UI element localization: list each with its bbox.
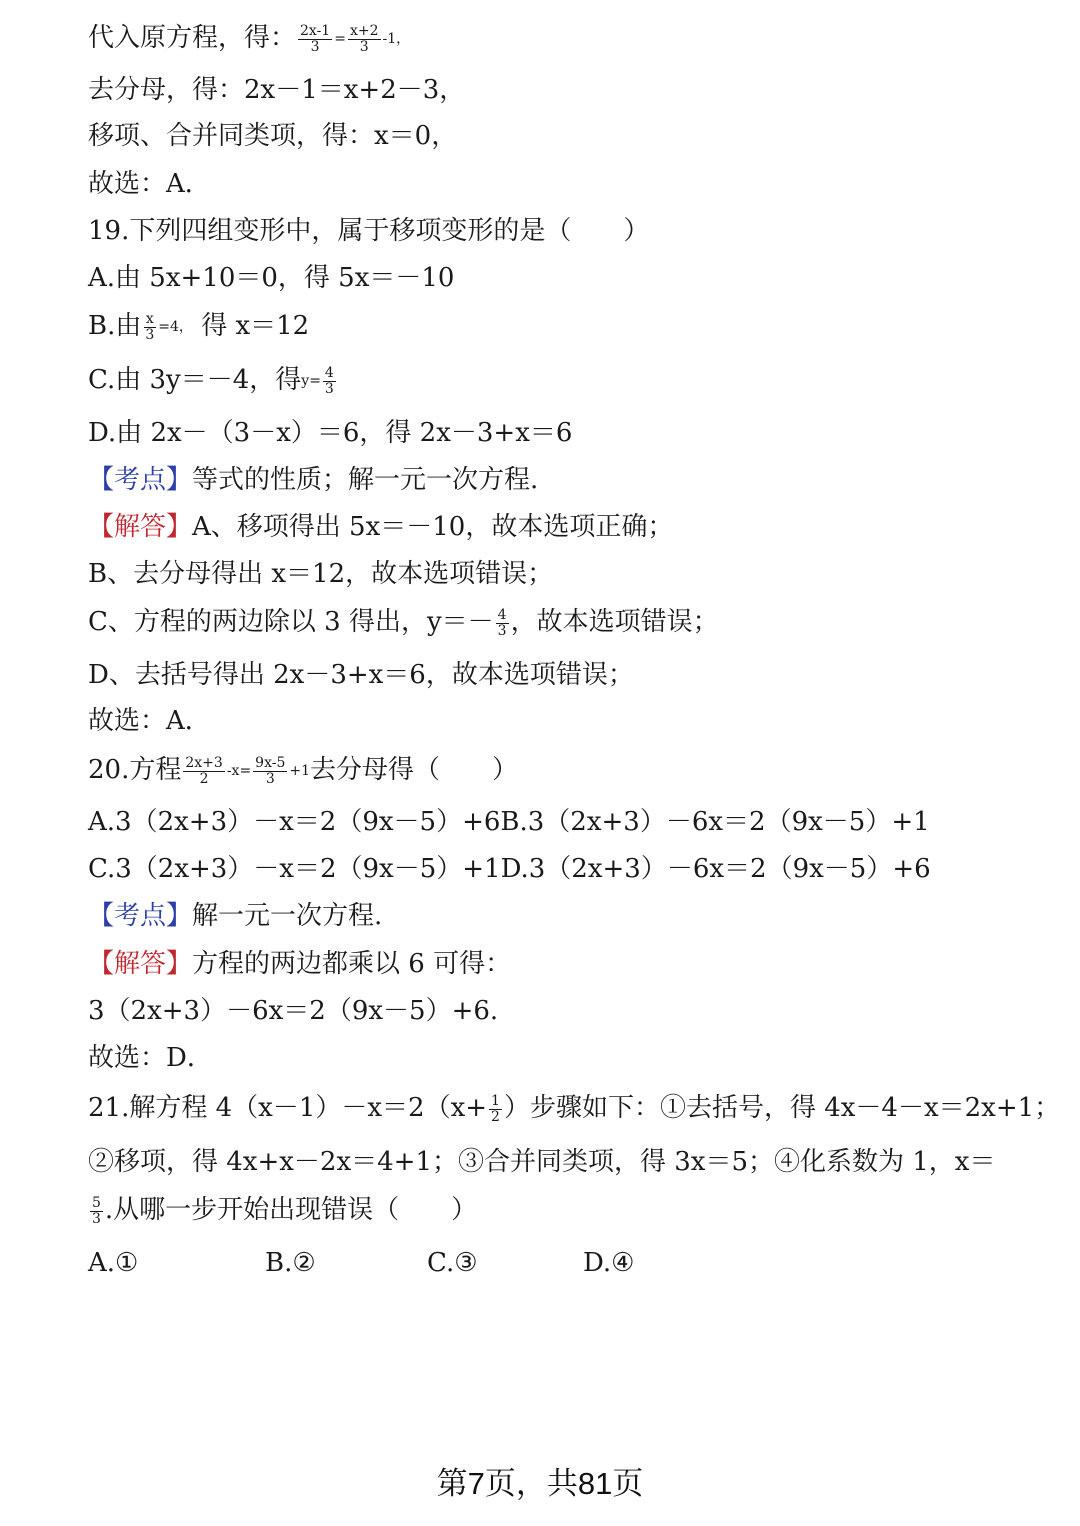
text-segment: 去分母得（ ） [310, 755, 519, 785]
text-segment: 解一元一次方程. [192, 901, 383, 931]
text-line: ②移项，得 4x+x－2x＝4+1；③合并同类项，得 3x＝5；④化系数为 1，x＝ [88, 1147, 996, 1177]
numerator: 2x+3 [185, 754, 223, 771]
text-line: 3（2x+3）－6x＝2（9x－5）+6. [88, 996, 499, 1026]
fraction [348, 24, 381, 55]
numerator: 9x-5 [255, 754, 286, 771]
text-segment: 等式的性质；解一元一次方程. [192, 465, 539, 495]
numerator: 4 [497, 606, 507, 623]
denominator: 3 [324, 380, 334, 397]
numerator: 2x-1 [300, 22, 331, 39]
fraction [323, 366, 336, 397]
answer-line: 故选：A． [88, 706, 211, 736]
denominator: 3 [265, 770, 275, 787]
question-19: 19.下列四组变形中，属于移项变形的是（ ） [88, 216, 650, 246]
denominator: 2 [199, 770, 209, 787]
denominator: 3 [310, 38, 320, 55]
option-b [88, 308, 1020, 345]
key-point-tag: 【考点】 [88, 465, 193, 495]
text-segment: .从哪一步开始出现错误（ ） [104, 1195, 478, 1225]
option-b: B.② [265, 1248, 316, 1278]
text-line: 去分母，得：2x－1＝x+2－3， [88, 75, 466, 105]
text-segment: 得 x＝12 [201, 311, 310, 341]
denominator: 3 [359, 38, 369, 55]
text-segment: 20.方程 [88, 755, 182, 785]
option-a: A.由 5x+10＝0，得 5x＝－10 [88, 263, 455, 293]
fraction [496, 608, 509, 639]
text-segment: -1， [382, 31, 411, 47]
question-21 [88, 1090, 1061, 1126]
fraction [298, 24, 332, 55]
text-segment: 方程的两边都乘以 6 可得： [192, 949, 512, 979]
numerator: 5 [92, 1194, 101, 1211]
denominator: 3 [92, 1210, 101, 1227]
text-segment: 21.解方程 4（x－1）－x＝2（x+ [88, 1093, 488, 1123]
fraction [253, 756, 287, 787]
text-segment: +1 [289, 763, 311, 779]
text-segment: -x= [226, 763, 252, 779]
options-cd: C.3（2x+3）－x＝2（9x－5）+1D.3（2x+3）－6x＝2（9x－5）+6 [88, 854, 931, 884]
text-line: 移项、合并同类项，得：x＝0， [88, 121, 458, 151]
numerator: x [145, 310, 154, 327]
option-c: C.③ [427, 1248, 478, 1278]
text-segment: ，故本选项错误； [510, 607, 719, 637]
solution-tag: 【解答】 [88, 949, 193, 979]
text-line [88, 1192, 1020, 1228]
answer-line: 故选：A． [88, 169, 211, 199]
text-segment: C.由 3y＝－4，得 [88, 365, 302, 395]
equals-sign: = [334, 31, 346, 47]
fraction [183, 756, 224, 787]
solution-line [88, 946, 1020, 982]
key-point-line [88, 898, 1020, 934]
option-a: A.① [88, 1248, 139, 1278]
text-line: D、去括号得出 2x－3+x＝6，故本选项错误； [88, 660, 634, 690]
options-row [88, 1245, 1020, 1281]
options-ab: A.3（2x+3）－x＝2（9x－5）+6B.3（2x+3）－6x＝2（9x－5）+1 [88, 807, 930, 837]
text-segment: 代入原方程，得： [88, 23, 297, 53]
text-segment: ）步骤如下：①去括号，得 4x－4－x＝2x+1； [503, 1093, 1061, 1123]
text-segment: A、移项得出 5x＝－10，故本选项正确； [192, 512, 674, 542]
denominator: 3 [497, 622, 507, 639]
text-line [88, 604, 1020, 640]
numerator: 1 [491, 1092, 500, 1109]
fraction [143, 312, 156, 343]
text-line [88, 20, 1020, 57]
denominator: 2 [491, 1108, 500, 1125]
fraction [489, 1094, 502, 1125]
option-d: D.由 2x－（3－x）＝6，得 2x－3+x＝6 [88, 418, 573, 448]
text-segment: =4， [158, 319, 193, 335]
text-segment: y= [301, 373, 321, 389]
numerator: 4 [324, 364, 334, 381]
page-footer: 第7页，共81页 [436, 1466, 644, 1501]
text-segment: B.由 [88, 311, 142, 341]
option-d: D.④ [583, 1248, 635, 1278]
solution-tag: 【解答】 [88, 512, 193, 542]
key-point-line [88, 462, 1020, 498]
text-segment: C、方程的两边除以 3 得出，y＝－ [88, 607, 494, 637]
fraction [90, 1196, 103, 1227]
numerator: x+2 [349, 22, 379, 39]
text-line: B、去分母得出 x＝12，故本选项错误； [88, 559, 554, 589]
option-c [88, 362, 1020, 399]
question-20 [88, 752, 1020, 789]
answer-line: 故选：D． [88, 1043, 213, 1073]
solution-line [88, 509, 1020, 545]
denominator: 3 [145, 326, 155, 343]
key-point-tag: 【考点】 [88, 901, 193, 931]
